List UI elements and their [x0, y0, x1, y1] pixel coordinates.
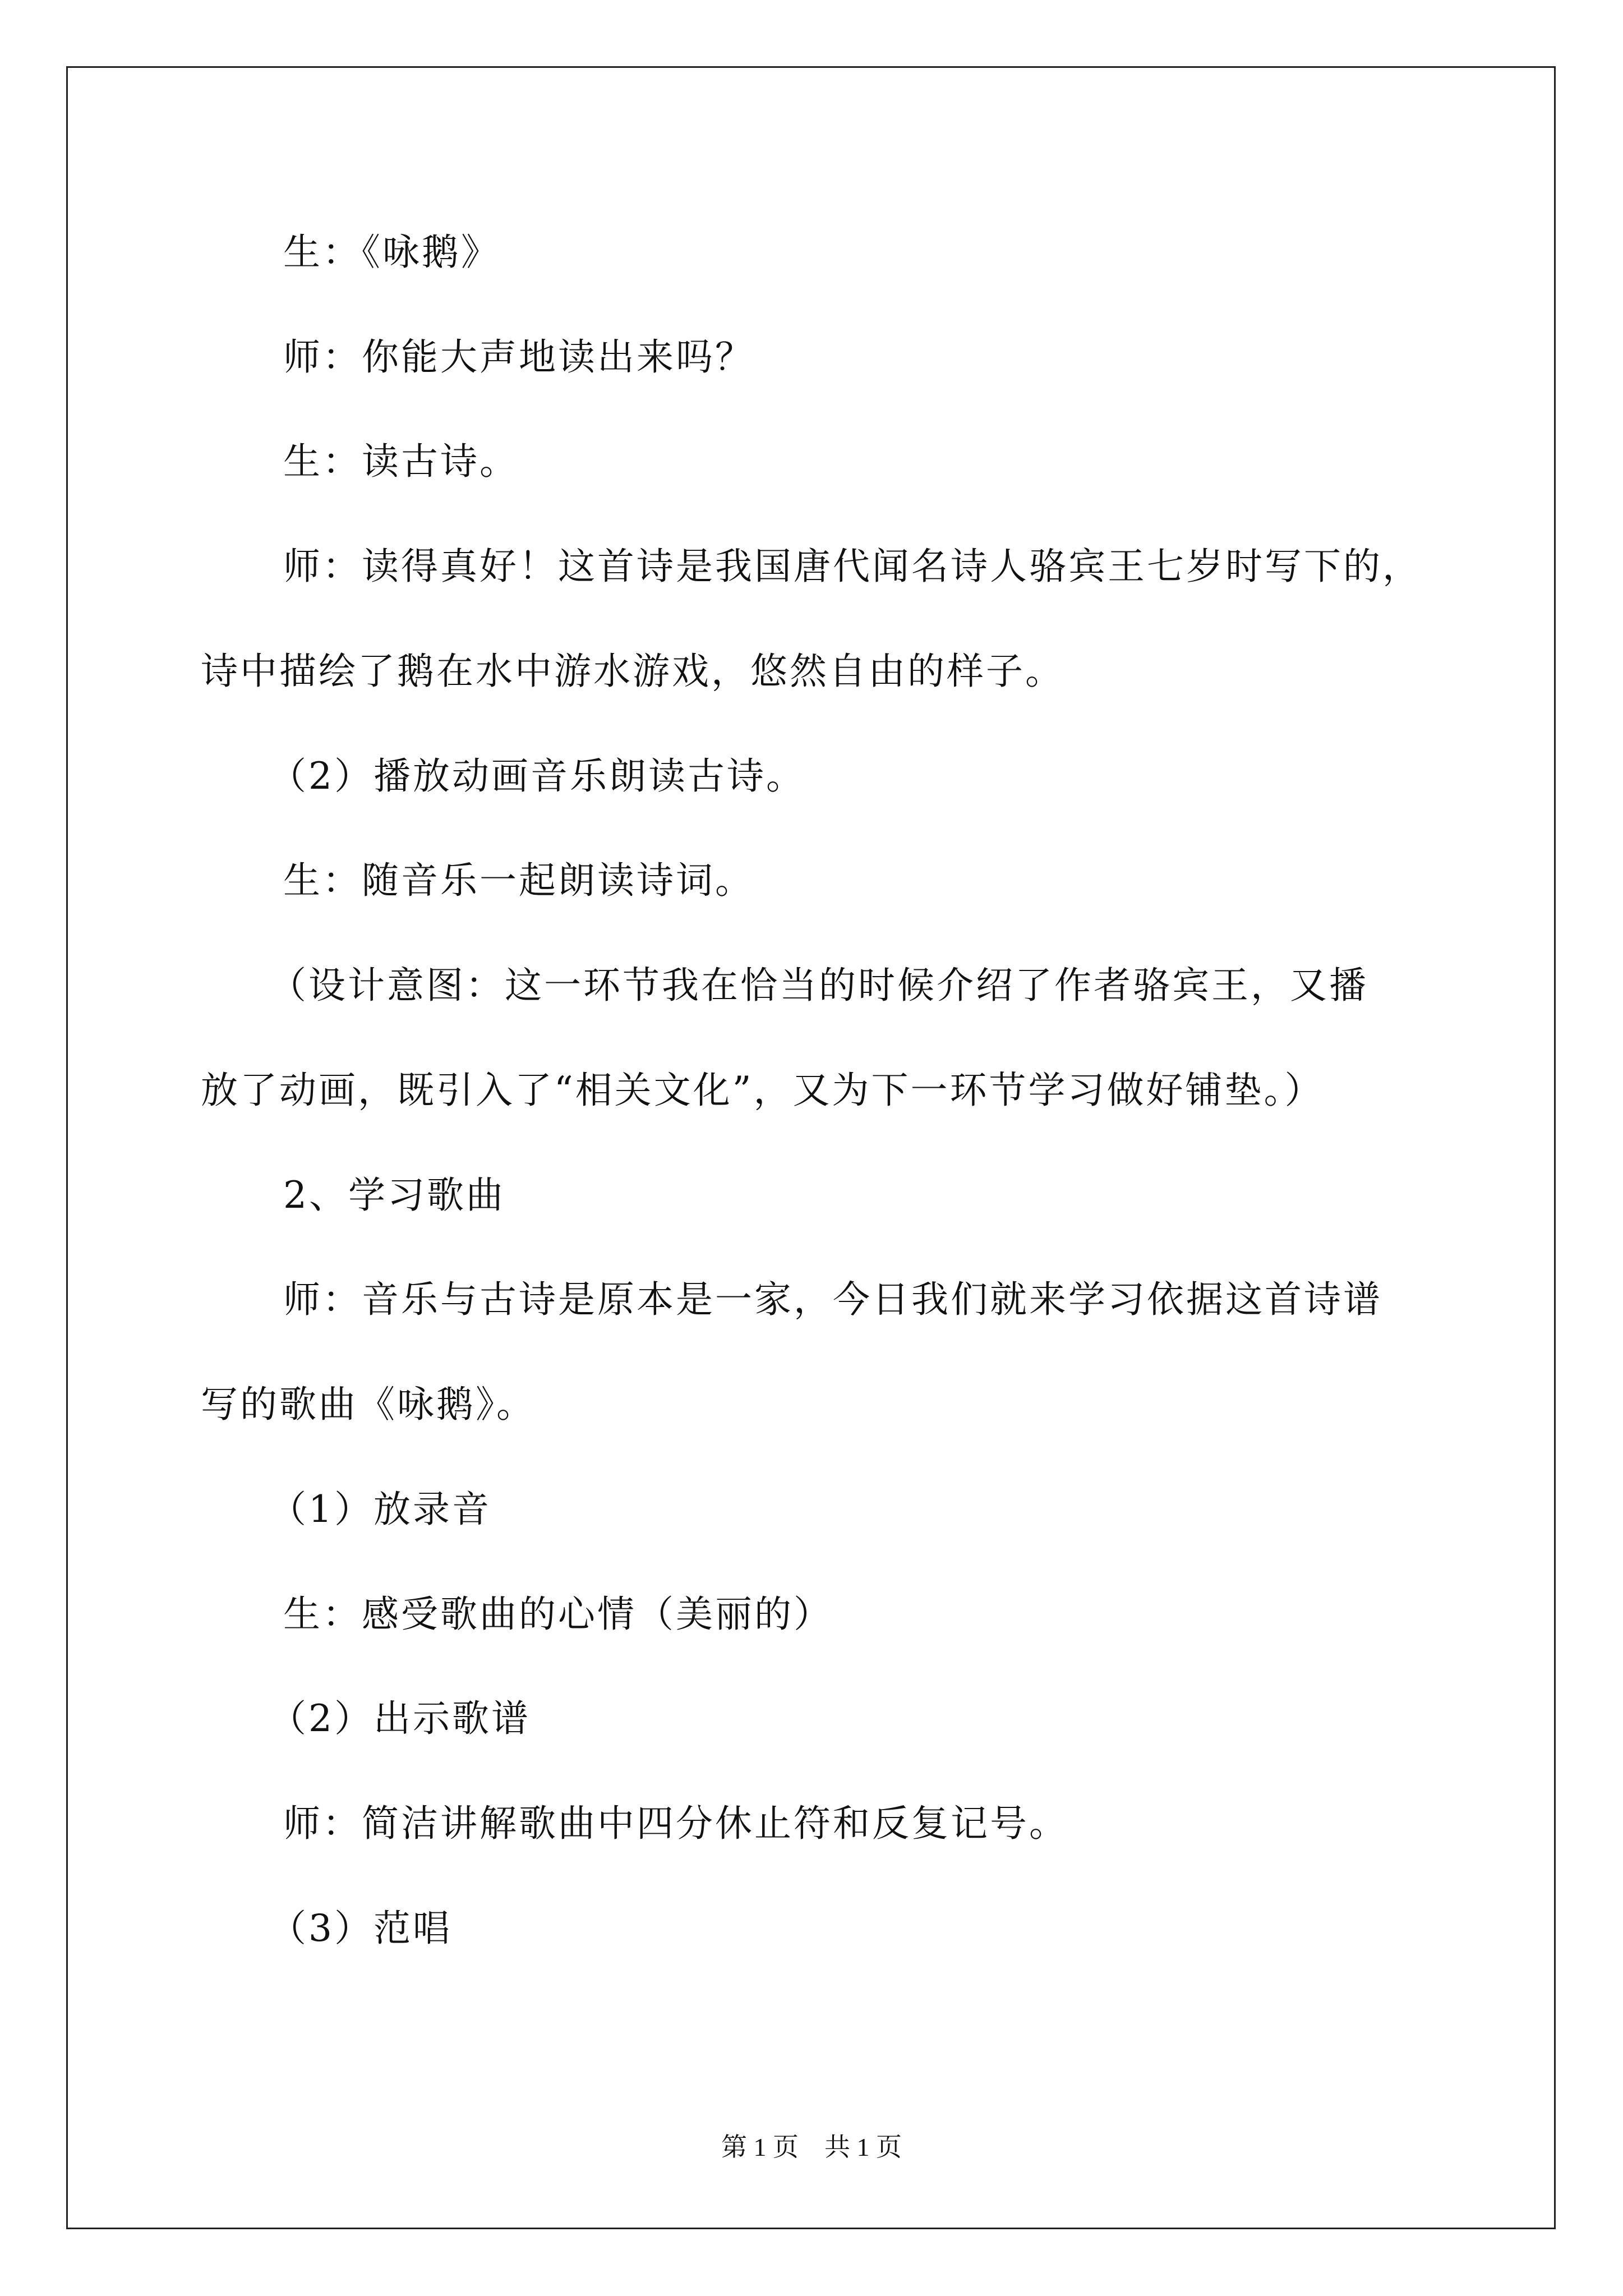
text-line: 师：读得真好！这首诗是我国唐代闻名诗人骆宾王七岁时写下的， — [283, 545, 1422, 588]
text-line: （2）播放动画音乐朗读古诗。 — [269, 754, 805, 798]
text-line: 写的歌曲《咏鹅》。 — [201, 1383, 536, 1426]
page-border — [66, 66, 1556, 2229]
text-line: 诗中描绘了鹅在水中游水游戏，悠然自由的样子。 — [201, 650, 1064, 693]
text-line: 师：音乐与古诗是原本是一家，今日我们就来学习依据这首诗谱 — [283, 1278, 1382, 1321]
text-line: 生：感受歌曲的心情（美丽的） — [283, 1593, 833, 1636]
text-line: 师：你能大声地读出来吗？ — [283, 335, 754, 379]
text-line: （1）放录音 — [269, 1488, 491, 1531]
text-line: 生：随音乐一起朗读诗词。 — [283, 859, 754, 902]
text-line: 生：读古诗。 — [283, 440, 519, 483]
text-line: 师：简洁讲解歌曲中四分休止符和反复记号。 — [283, 1802, 1068, 1845]
page-footer: 第 1 页 共 1 页 — [721, 2133, 902, 2161]
section-heading: 2、学习歌曲 — [283, 1174, 505, 1217]
text-line: （2）出示歌谱 — [269, 1697, 531, 1740]
text-line: （设计意图：这一环节我在恰当的时候介绍了作者骆宾王，又播 — [269, 964, 1368, 1007]
text-line: （3）范唱 — [269, 1907, 452, 1950]
text-line: 生：《咏鹅》 — [283, 231, 500, 274]
text-line: 放了动画，既引入了“相关文化”，又为下一环节学习做好铺垫。） — [201, 1069, 1324, 1112]
